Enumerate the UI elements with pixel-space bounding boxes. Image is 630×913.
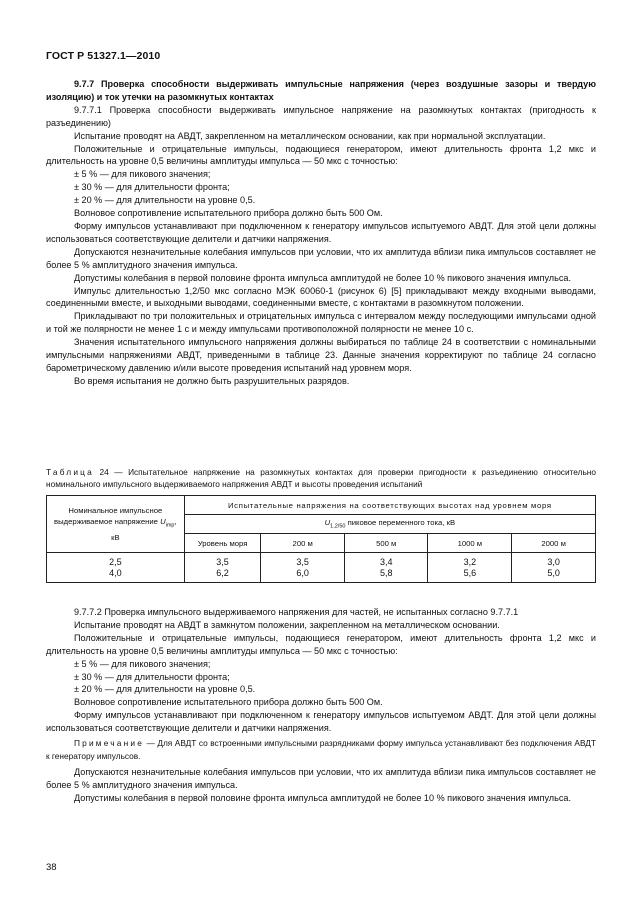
- paragraph: Волновое сопротивление испытательного прибора должно быть 500 Ом.: [74, 697, 383, 708]
- cell-value: 5,6: [463, 567, 477, 578]
- group-header: Испытательные напряжения на соответствующих высотах над уровнем моря: [184, 496, 595, 515]
- paragraph: Форму импульсов устанавливают при подключенном к генератору импульсов испытуемом АВДТ. Для этой цели должны использоваться соответствующие делители и датчики напряжения.: [46, 710, 596, 734]
- paragraph: Допустимы колебания в первой половине фронта импульса амплитудой не более 10 % пикового значения импульса.: [74, 272, 571, 283]
- paragraph: Испытание проводят на АВДТ, закрепленном на металлическом основании, как при нормальной эксплуатации.: [74, 130, 546, 141]
- cell-value: 5,0: [547, 567, 560, 578]
- cell-value: 6,2: [216, 567, 229, 578]
- cell-value: 6,0: [296, 567, 309, 578]
- altitude-header: 1000 м: [428, 534, 512, 553]
- paragraph: Волновое сопротивление испытательного прибора должно быть 500 Ом.: [74, 208, 383, 219]
- tolerance-item: ± 30 % — для длительности фронта;: [74, 671, 230, 682]
- table-caption-text: 24 — Испытательное напряжение на разомкнутых контактах для проверки пригодности к разъединению относительно номинального импульсного выдерживаемого напряжения АВДТ и высоты проведения испытаний: [46, 467, 596, 489]
- document-header: ГОСТ Р 51327.1—2010: [46, 50, 161, 62]
- paragraph: Значения испытательного импульсного напряжения должны выбираться по таблице 24 в соответствии с номинальными импульсными напряжениями АВДТ, приведенными в таблице 23. Данные значения корректируют по таблице 24 согласно барометрическому давлению и/или высоте проведения испытаний над уровнем моря.: [46, 337, 596, 373]
- paragraph: Импульс длительностью 1,2/50 мкс согласно МЭК 60060-1 (рисунок 6) [5] прикладывают между входными выводами, соединенными вместе, и выходными выводами, соединенными вместе, с контактами в разомкнутом положении.: [46, 285, 596, 309]
- cell-value: 3,4: [379, 556, 393, 567]
- cell-value: 5,8: [379, 567, 393, 578]
- paragraph: Положительные и отрицательные импульсы, подающиеся генератором, имеют длительность фронта 1,2 мкс и длительность на уровне 0,5 величины амплитуды импульса — 50 мкс с точностью:: [46, 632, 596, 656]
- cell-value: 2,5: [109, 556, 122, 567]
- table-cell: [428, 553, 512, 583]
- section-title: 9.7.7 Проверка способности выдерживать импульсные напряжения (через воздушные зазоры и твердую изоляцию) и ток утечки на разомкнутых контактах: [46, 79, 596, 102]
- table-caption: [46, 466, 596, 490]
- section-9-7-7-2: [46, 606, 596, 805]
- section-9-7-7-1: [46, 78, 596, 388]
- paragraph: Положительные и отрицательные импульсы, подающиеся генератором, имеют длительность фронта 1,2 мкс и длительность на уровне 0,5 величины амплитуды импульса — 50 мкс с точностью:: [46, 143, 596, 167]
- cell-value: 3,5: [296, 556, 309, 567]
- note-text: — Для АВДТ со встроенными импульсными разрядниками форму импульса устанавливают без подключения АВДТ к генератору импульсов.: [46, 738, 596, 761]
- table-24: [46, 495, 596, 583]
- paragraph: Допускаются незначительные колебания импульсов при условии, что их амплитуда вблизи пика импульсов составляет не более 5 % амплитудного значения импульса.: [46, 766, 596, 790]
- note: [46, 737, 596, 763]
- paragraph: Допустимы колебания в первой половине фронта импульса амплитудой не более 10 % пикового значения импульса.: [74, 792, 571, 803]
- tolerance-item: ± 5 % — для пикового значения;: [74, 658, 211, 669]
- page-number: 38: [46, 862, 57, 873]
- table-cell: [344, 553, 428, 583]
- table-cell: [47, 553, 185, 583]
- paragraph: 9.7.7.2 Проверка импульсного выдерживаемого напряжения для частей, не испытанных согласно 9.7.7.1: [74, 607, 519, 617]
- paragraph: Допускаются незначительные колебания импульсов при условии, что их амплитуда вблизи пика импульсов составляет не более 5 % амплитудного значения импульса.: [46, 246, 596, 270]
- cell-value: 3,5: [216, 556, 229, 567]
- paragraph: 9.7.7.1 Проверка способности выдерживать импульсное напряжение на разомкнутых контактах (пригодность к разъединению): [46, 104, 596, 128]
- altitude-header: Уровень моря: [184, 534, 261, 553]
- paragraph: Испытание проводят на АВДТ в замкнутом положении, закрепленном на металлическом основании.: [74, 619, 500, 630]
- cell-value: 3,2: [463, 556, 477, 567]
- paragraph: Прикладывают по три положительных и отрицательных импульса с интервалом между последующими импульсами одной и той же полярности не менее 1 с и между импульсами противоположной полярности не менее 10 с.: [46, 311, 596, 335]
- paragraph: Во время испытания не должно быть разрушительных разрядов.: [74, 375, 350, 386]
- altitude-header: 2000 м: [512, 534, 596, 553]
- tolerance-item: ± 30 % — для длительности фронта;: [74, 182, 230, 193]
- note-label: Примечание: [74, 738, 145, 749]
- table-cell: [512, 553, 596, 583]
- table-cell: [261, 553, 345, 583]
- paragraph: Форму импульсов устанавливают при подключенном к генератору импульсов испытуемого АВДТ. Для этой цели должны использоваться соответствующие делители и датчики напряжения.: [46, 220, 596, 244]
- col-header-rated-voltage: Номинальное импульсное выдерживаемое напряжение $U_{imp}$, кВ: [47, 496, 185, 553]
- table-24-block: [46, 466, 596, 583]
- tolerance-item: ± 5 % — для пикового значения;: [74, 169, 211, 180]
- table-caption-label: Таблица: [46, 467, 94, 477]
- altitude-header: 200 м: [261, 534, 345, 553]
- sub-header: $U_{1,2/50}$ пиковое переменного тока, кВ: [184, 515, 595, 534]
- cell-value: 3,0: [547, 556, 560, 567]
- tolerance-item: ± 20 % — для длительности на уровне 0,5.: [74, 684, 256, 695]
- table-cell: [184, 553, 261, 583]
- tolerance-item: ± 20 % — для длительности на уровне 0,5.: [74, 195, 256, 206]
- table-row: [47, 553, 596, 583]
- cell-value: 4,0: [109, 567, 122, 578]
- altitude-header: 500 м: [344, 534, 428, 553]
